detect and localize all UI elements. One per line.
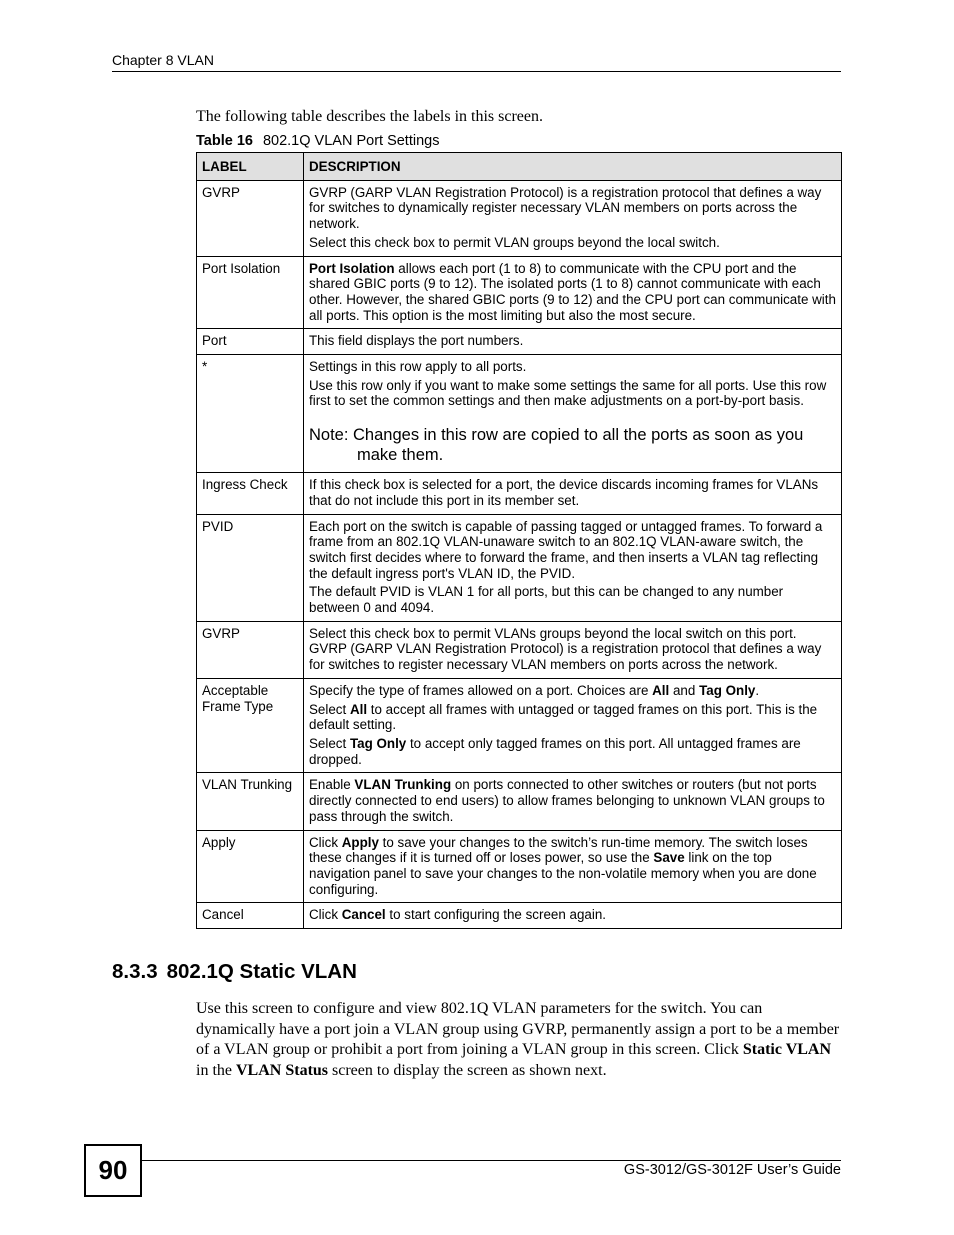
description-paragraph: This field displays the port numbers.: [309, 333, 524, 349]
bold-term: Tag Only: [349, 735, 407, 751]
paragraph-text: screen to display the screen as shown next.: [328, 1061, 607, 1079]
table-row: [197, 514, 842, 621]
row-description: [304, 329, 842, 355]
table-row: [197, 903, 842, 929]
description-text: to start configuring the screen again.: [385, 907, 606, 923]
row-description: [304, 256, 842, 329]
section-number: 8.3.3: [112, 960, 158, 983]
row-label: Port: [197, 329, 304, 355]
description-text: Enable: [309, 777, 355, 793]
section-heading: [112, 960, 357, 984]
bold-term: Apply: [341, 834, 379, 850]
header-rule: [112, 71, 841, 72]
description-text: allows each port (1 to 8) to communicate with the CPU port and the shared GBIC ports (9 to 12). The isolated ports (1 to 8) cannot communicate with each other. However, the shared GBIC ports (9 to 12) and the CPU port can communicate with all ports. This option is the most limiting but also the most secure.: [309, 260, 836, 323]
row-description: [304, 473, 842, 514]
note-text: Note: Changes in this row are copied to all the ports as soon as you make them.: [309, 426, 804, 465]
row-label: GVRP: [197, 621, 304, 678]
column-header-description: DESCRIPTION: [304, 153, 842, 181]
bold-term: Tag Only: [699, 682, 756, 698]
row-description: [304, 180, 842, 256]
page-number: 90: [84, 1144, 142, 1197]
row-label: Apply: [197, 830, 304, 903]
description-paragraph: If this check box is selected for a port, the device discards incoming frames for VLANs that do not include this port in its member set.: [309, 477, 819, 508]
row-label: Port Isolation: [197, 256, 304, 329]
guide-title: GS-3012/GS-3012F User’s Guide: [623, 1162, 841, 1178]
table-row: [197, 830, 842, 903]
bold-term: All: [349, 701, 368, 717]
description-text: .: [755, 682, 760, 698]
bold-term: All: [652, 682, 670, 698]
description-paragraph: Settings in this row apply to all ports.: [309, 359, 527, 375]
bold-term: Cancel: [341, 907, 386, 923]
row-description: [304, 621, 842, 678]
row-label: GVRP: [197, 180, 304, 256]
description-paragraph: [309, 835, 836, 898]
chapter-header: Chapter 8 VLAN: [112, 52, 214, 68]
description-paragraph: Select this check box to permit VLAN groups beyond the local switch.: [309, 234, 720, 250]
vlan-port-settings-table: [196, 152, 842, 929]
table-row: [197, 355, 842, 473]
description-text: to accept only tagged frames on this port. All untagged frames are dropped.: [309, 735, 801, 767]
table-caption-number: Table 16: [196, 133, 253, 149]
table-caption-title: 802.1Q VLAN Port Settings: [262, 133, 440, 149]
row-label: PVID: [197, 514, 304, 621]
description-text: Specify the type of frames allowed on a port. Choices are: [309, 682, 653, 698]
description-text: link on the top navigation panel to save your changes to the non-volatile memory when you are done configuring.: [309, 850, 817, 897]
description-paragraph: [309, 702, 836, 733]
description-text: Select: [309, 735, 350, 751]
intro-text: The following table describes the labels in this screen.: [196, 108, 544, 125]
row-label: Ingress Check: [197, 473, 304, 514]
footer-rule: [140, 1160, 841, 1161]
description-paragraph: Select this check box to permit VLANs groups beyond the local switch on this port. GVRP (GARP VLAN Registration Protocol) is a registration protocol that defines a way for switches to register necessary VLAN members on ports across the network.: [309, 625, 822, 673]
bold-term: Save: [653, 850, 685, 866]
row-description: [304, 514, 842, 621]
row-label: Cancel: [197, 903, 304, 929]
table-header-row: [197, 153, 842, 181]
paragraph-text: in the: [196, 1061, 236, 1079]
description-text: Select: [309, 701, 350, 717]
row-label: *: [197, 355, 304, 473]
row-label: VLAN Trunking: [197, 773, 304, 830]
row-description: [304, 773, 842, 830]
description-paragraph: [309, 683, 836, 699]
description-paragraph: Use this row only if you want to make some settings the same for all ports. Use this row first to set the common settings and then make adjustments on a port-by-port basis.: [309, 377, 827, 409]
table-row: [197, 180, 842, 256]
description-text: to accept all frames with untagged or tagged frames on this port. This is the default setting.: [309, 701, 818, 733]
table-row: [197, 678, 842, 773]
row-description: [304, 830, 842, 903]
description-paragraph: [309, 736, 836, 767]
description-paragraph: Each port on the switch is capable of passing tagged or untagged frames. To forward a frame from an 802.1Q VLAN-unaware switch to an 802.1Q VLAN-aware switch, the switch first decides where to forward the frame, and then inserts a VLAN tag reflecting the default ingress port's VLAN ID, the PVID.: [309, 518, 823, 581]
table-row: [197, 473, 842, 514]
row-description: [304, 678, 842, 773]
description-paragraph: GVRP (GARP VLAN Registration Protocol) is a registration protocol that defines a way for switches to dynamically register necessary VLAN members on ports across the network.: [309, 184, 822, 232]
row-label: Acceptable Frame Type: [197, 678, 304, 773]
table-row: [197, 773, 842, 830]
table-caption: [196, 133, 439, 149]
description-text: Click: [309, 834, 342, 850]
paragraph-text: Use this screen to configure and view 802.1Q VLAN parameters for the switch. You can dynamically have a port join a VLAN group using GVRP, permanently assign a port to be a member of a VLAN group or prohibit a port from joining a VLAN group in this screen. Click: [196, 1000, 840, 1058]
row-description: [304, 355, 842, 473]
description-paragraph: The default PVID is VLAN 1 for all ports, but this can be changed to any number between 0 and 4094.: [309, 584, 784, 616]
description-text: and: [669, 682, 700, 698]
table-row: [197, 621, 842, 678]
row-description: [304, 903, 842, 929]
bold-term: VLAN Trunking: [354, 777, 452, 793]
section-body-paragraph: [196, 999, 844, 1081]
description-paragraph: [309, 261, 836, 324]
bold-term: VLAN Status: [236, 1061, 329, 1079]
table-row: [197, 329, 842, 355]
description-paragraph: [309, 907, 836, 923]
section-title: 802.1Q Static VLAN: [166, 960, 357, 983]
description-paragraph: [309, 777, 836, 824]
description-text: to save your changes to the switch’s run-time memory. The switch loses these changes if it is turned off or loses power, so use the: [309, 834, 808, 866]
column-header-label: LABEL: [197, 153, 304, 181]
description-text: on ports connected to other switches or routers (but not ports directly connected to end users) to allow frames belonging to unknown VLAN groups to pass through the switch.: [309, 777, 825, 824]
bold-term: Static VLAN: [742, 1041, 832, 1058]
description-text: Click: [309, 907, 342, 923]
table-row: [197, 256, 842, 329]
bold-term: Port Isolation: [309, 260, 395, 276]
